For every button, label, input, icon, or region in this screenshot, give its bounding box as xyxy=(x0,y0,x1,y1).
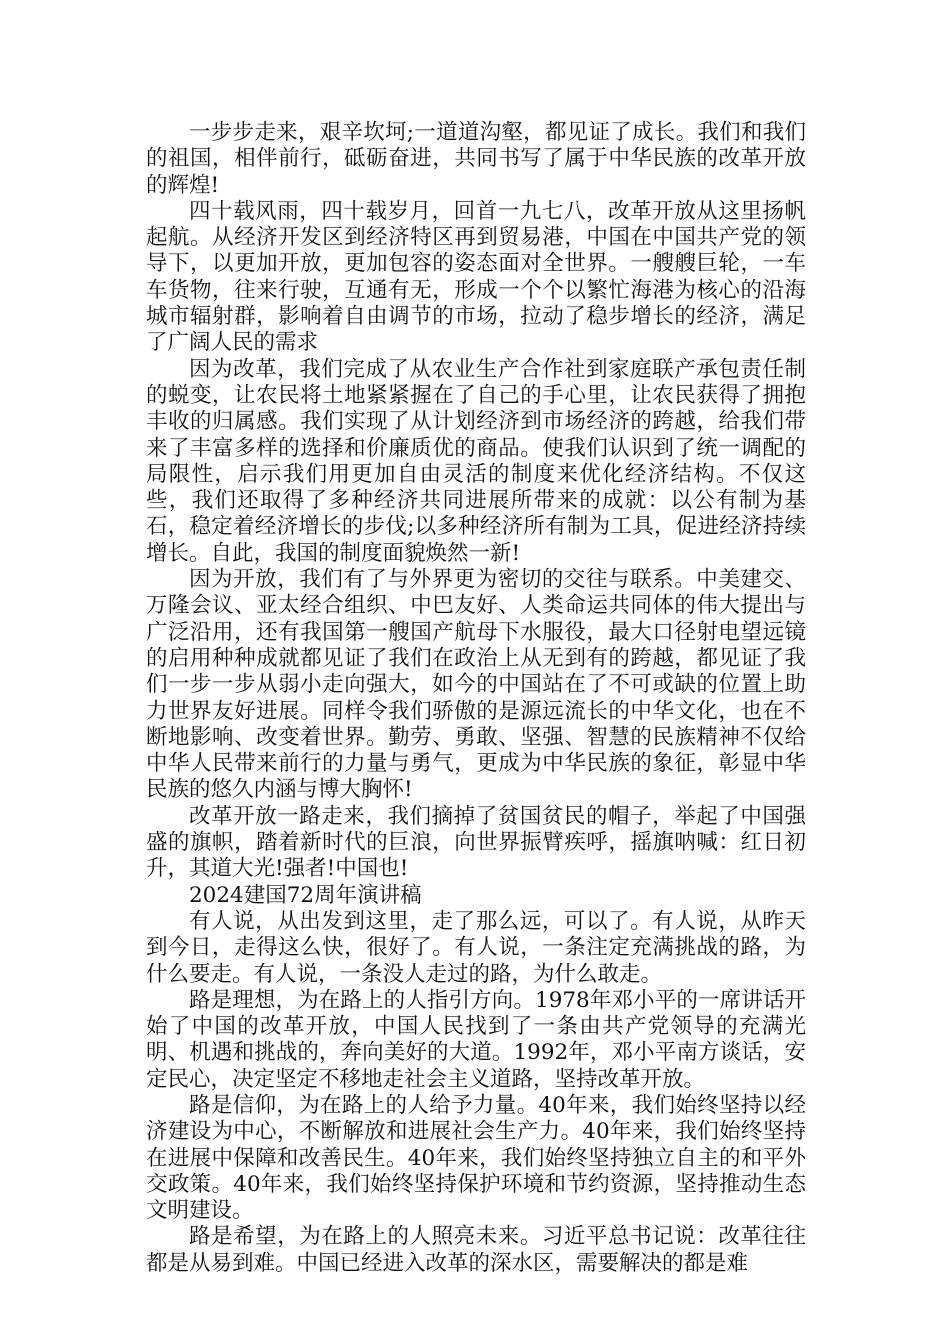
paragraph: 因为开放，我们有了与外界更为密切的交往与联系。中美建交、万隆会议、亚太经合组织、中巴友好、人类命运共同体的伟大提出与广泛沿用，还有我国第一艘国产航母下水服役，最大口径射电望远镜的启用种种成就都见证了我们在政治上从无到有的跨越，都见证了我们一步一步从弱小走向强大，如今的中国站在了不可或缺的位置上助力世界友好进展。同样令我们骄傲的是源远流长的中华文化，也在不断地影响、改变着世界。勤劳、勇敢、坚强、智慧的民族精神不仅给中华人民带来前行的力量与勇气，更成为中华民族的象征，彰显中华民族的悠久内涵与博大胸怀! xyxy=(146,567,806,803)
speech-title: 2024建国72周年演讲稿 xyxy=(189,882,422,908)
paragraph: 路是希望，为在路上的人照亮未来。习近平总书记说：改革往往都是从易到难。中国已经进入改革的深水区，需要解决的都是难 xyxy=(146,1224,806,1276)
paragraph: 路是理想，为在路上的人指引方向。1978年邓小平的一席讲话开始了中国的改革开放，中国人民找到了一条由共产党领导的充满光明、机遇和挑战的，奔向美好的大道。1992年，邓小平南方谈话，安定民心，决定坚定不移地走社会主义道路，坚持改革开放。 xyxy=(146,987,806,1092)
speech-text-body xyxy=(146,120,806,1277)
paragraph: 因为改革，我们完成了从农业生产合作社到家庭联产承包责任制的蜕变，让农民将土地紧紧握在了自己的手心里，让农民获得了拥抱丰收的归属感。我们实现了从计划经济到市场经济的跨越，给我们带来了丰富多样的选择和价廉质优的商品。使我们认识到了统一调配的局限性，启示我们用更加自由灵活的制度来优化经济结构。不仅这些，我们还取得了多种经济共同进展所带来的成就：以公有制为基石，稳定着经济增长的步伐;以多种经济所有制为工具，促进经济持续增长。自此，我国的制度面貌焕然一新! xyxy=(146,356,806,566)
paragraph: 四十载风雨，四十载岁月，回首一九七八，改革开放从这里扬帆起航。从经济开发区到经济特区再到贸易港，中国在中国共产党的领导下，以更加开放，更加包容的姿态面对全世界。一艘艘巨轮，一车车货物，往来行驶，互通有无，形成一个个以繁忙海港为核心的沿海城市辐射群，影响着自由调节的市场，拉动了稳步增长的经济，满足了广阔人民的需求 xyxy=(146,198,806,356)
paragraph: 改革开放一路走来，我们摘掉了贫国贫民的帽子，举起了中国强盛的旗帜，踏着新时代的巨浪，向世界振臂疾呼，摇旗呐喊：红日初升，其道大光!强者!中国也! xyxy=(146,803,806,882)
paragraph: 一步步走来，艰辛坎坷;一道道沟壑，都见证了成长。我们和我们的祖国，相伴前行，砥砺奋进，共同书写了属于中华民族的改革开放的辉煌! xyxy=(146,120,806,198)
paragraph: 有人说，从出发到这里，走了那么远，可以了。有人说，从昨天到今日，走得这么快，很好了。有人说，一条注定充满挑战的路，为什么要走。有人说，一条没人走过的路，为什么敢走。 xyxy=(146,908,806,987)
paragraph: 路是信仰，为在路上的人给予力量。40年来，我们始终坚持以经济建设为中心，不断解放和进展社会生产力。40年来，我们始终坚持在进展中保障和改善民生。40年来，我们始终坚持独立自主的和平外交政策。40年来，我们始终坚持保护环境和节约资源，坚持推动生态文明建设。 xyxy=(146,1092,806,1224)
